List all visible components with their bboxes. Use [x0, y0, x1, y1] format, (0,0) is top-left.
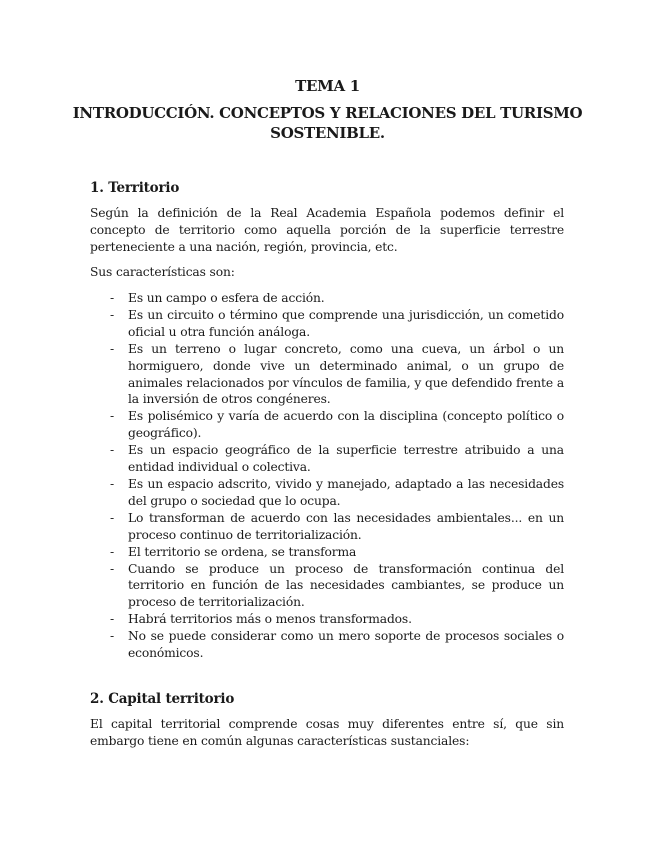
- list-item-text: Es un espacio adscrito, vivido y manejado, adaptado a las necesidades del grupo o sociedad que lo ocupa.: [128, 476, 564, 508]
- list-item-text: Es un circuito o término que comprende una jurisdicción, un cometido oficial u otra función análoga.: [128, 307, 564, 339]
- bullet-marker: -: [110, 291, 115, 305]
- list-item-text: No se puede considerar como un mero soporte de procesos sociales o económicos.: [128, 629, 564, 661]
- bullet-marker: -: [110, 629, 115, 644]
- section-1-intro: Según la definición de la Real Academia Española podemos definir el concepto de territorio como aquella porción de la superficie terrestre perteneciente a una nación, región, provincia, etc.: [90, 206, 564, 254]
- list-item-text: Es un campo o esfera de acción.: [128, 291, 325, 305]
- tema-label: TEMA 1: [295, 77, 360, 95]
- bullet-marker: -: [110, 612, 115, 627]
- section-2-heading: 2. Capital territorio: [90, 691, 235, 707]
- list-item: [110, 290, 564, 307]
- section-1-lead: Sus características son:: [90, 265, 235, 279]
- bullet-marker: -: [110, 409, 115, 424]
- bullet-marker: -: [110, 544, 115, 559]
- section-1-heading: 1. Territorio: [90, 180, 180, 196]
- list-item: [110, 408, 564, 442]
- list-item: [110, 476, 564, 510]
- bullet-marker: -: [110, 443, 115, 458]
- list-item: [110, 307, 564, 341]
- list-item-text: Cuando se produce un proceso de transformación continua del territorio en función de las necesidades cambiantes, se produce un proceso de territorialización.: [128, 561, 564, 610]
- bullet-marker: -: [110, 510, 115, 525]
- document-title: INTRODUCCIÓN. CONCEPTOS Y RELACIONES DEL TURISMO SOSTENIBLE.: [72, 104, 583, 142]
- bullet-marker: -: [110, 476, 115, 491]
- list-item: [110, 628, 564, 662]
- list-item: [110, 442, 564, 476]
- list-item-text: Lo transforman de acuerdo con las necesidades ambientales... en un proceso continuo de territorialización.: [128, 510, 564, 542]
- list-item: [110, 544, 564, 561]
- list-item-text: Es un espacio geográfico de la superficie terrestre atribuido a una entidad individual o colectiva.: [128, 443, 564, 475]
- list-item-text: El territorio se ordena, se transforma: [128, 544, 357, 559]
- list-item-text: Es un terreno o lugar concreto, como una cueva, un árbol o un hormiguero, donde vive un determinado animal, o un grupo de animales relacionados por vínculos de familia, y que defendido frente a la inversión de otros congéneres.: [128, 341, 564, 407]
- list-item-text: Es polisémico y varía de acuerdo con la disciplina (concepto político o geográfico).: [128, 409, 564, 441]
- list-item: [110, 341, 564, 409]
- list-item-text: Habrá territorios más o menos transformados.: [128, 612, 412, 627]
- bullet-marker: -: [110, 307, 115, 322]
- list-item: [110, 561, 564, 612]
- section-2-intro: El capital territorial comprende cosas muy diferentes entre sí, que sin embargo tiene en común algunas características sustanciales:: [90, 717, 564, 748]
- characteristics-list: [110, 290, 564, 662]
- bullet-marker: -: [110, 341, 115, 356]
- bullet-marker: -: [110, 561, 115, 576]
- list-item: [110, 611, 564, 628]
- list-item: [110, 510, 564, 544]
